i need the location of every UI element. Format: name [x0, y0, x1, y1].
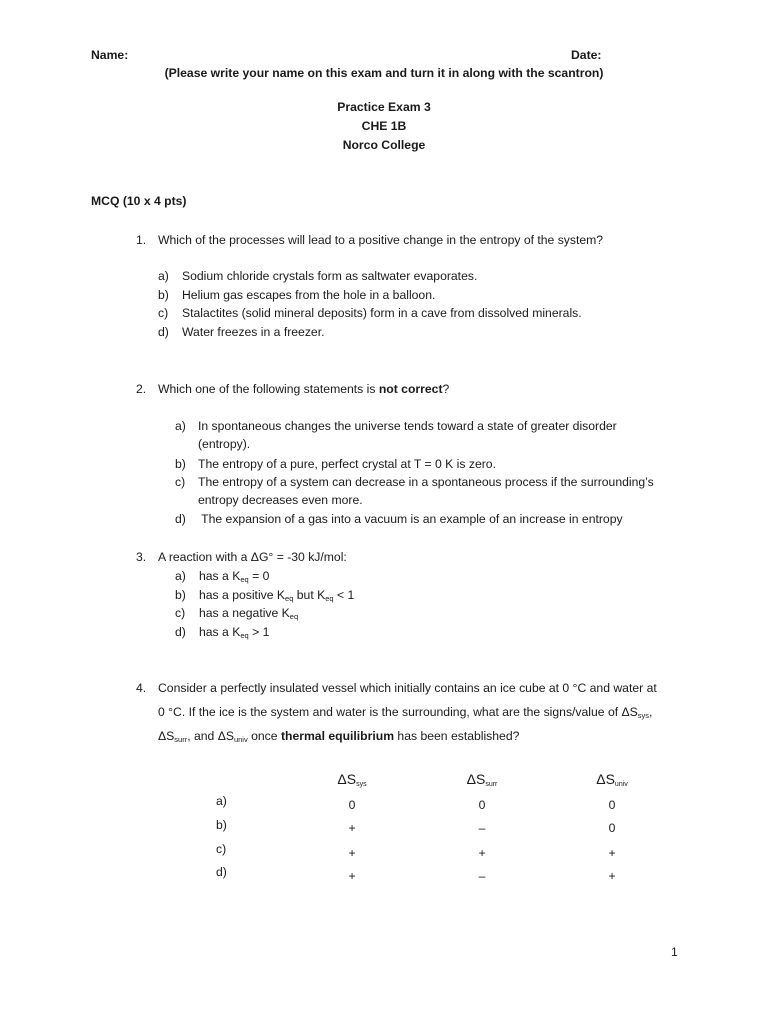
option-line: entropy decreases even more. [198, 493, 363, 508]
table-cell: – [478, 869, 486, 883]
table-cell: + [348, 869, 356, 883]
option-text: Helium gas escapes from the hole in a balloon. [182, 288, 436, 302]
question-text-line [158, 705, 652, 719]
subscript: surr [174, 735, 188, 744]
table-cell: + [608, 869, 616, 883]
question-text: A reaction with a ΔG° = -30 kJ/mol: [158, 550, 347, 564]
subscript: eq [285, 594, 294, 603]
option-text: The entropy of a pure, perfect crystal at T = 0 K is zero. [198, 457, 496, 471]
subscript: univ [614, 781, 628, 788]
option-label: a) [158, 269, 169, 283]
table-cell: + [348, 821, 356, 835]
option-line: In spontaneous changes the universe tends toward a state of greater disorder [198, 419, 617, 433]
option [158, 288, 435, 302]
option-label: d) [175, 512, 186, 526]
subscript: sys [356, 781, 367, 788]
question-text-part: once [247, 729, 281, 743]
option [175, 606, 298, 620]
option-text [198, 417, 678, 454]
option-label: c) [175, 606, 186, 620]
option [175, 625, 269, 639]
table-cell: 0 [478, 798, 486, 812]
question-text-part: ? [442, 382, 450, 396]
table-cell: 0 [608, 798, 616, 812]
header-symbol: ΔS [337, 771, 357, 787]
date-label: Date: [571, 48, 602, 62]
option-label: b) [175, 457, 186, 471]
option-label: a) [175, 419, 186, 433]
question-text-line [158, 729, 519, 743]
option [158, 269, 477, 283]
subscript: sys [637, 711, 650, 720]
course-code: CHE 1B [361, 119, 407, 133]
table-header [332, 771, 372, 787]
row-label: b) [216, 818, 227, 832]
row-label: a) [216, 794, 227, 808]
header-symbol: ΔS [466, 771, 486, 787]
option-text: = 0 [248, 569, 270, 583]
option-text: Sodium chloride crystals form as saltwater evaporates. [182, 269, 478, 283]
page-number: 1 [671, 945, 678, 959]
option-line: The entropy of a system can decrease in a spontaneous process if the surrounding’s [198, 475, 654, 489]
table-header [592, 771, 632, 787]
option-label: d) [175, 625, 186, 639]
header-symbol: ΔS [596, 771, 615, 787]
exam-instruction: (Please write your name on this exam and turn it in along with the scantron) [164, 66, 604, 80]
subscript: eq [240, 575, 249, 584]
table-header [462, 771, 502, 787]
table-cell: 0 [348, 798, 356, 812]
option-line: (entropy). [198, 437, 251, 452]
subscript: eq [325, 594, 334, 603]
option [158, 306, 582, 320]
option-label: c) [175, 475, 186, 489]
option-label: b) [175, 588, 186, 602]
question-number: 4. [136, 681, 147, 695]
option-text: Stalactites (solid mineral deposits) form in a cave from dissolved minerals. [182, 306, 582, 320]
question-number: 2. [136, 382, 147, 396]
question-text-part: Which one of the following statements is [158, 382, 379, 396]
question-text: Which of the processes will lead to a positive change in the entropy of the system? [158, 233, 604, 247]
subscript: eq [289, 612, 299, 621]
option-label: a) [175, 569, 186, 583]
option-label: b) [158, 288, 169, 302]
subscript: univ [233, 735, 248, 744]
table-cell: + [608, 846, 616, 860]
college-name: Norco College [342, 138, 426, 152]
option [175, 588, 354, 602]
table-cell: – [478, 821, 486, 835]
table-cell: + [478, 846, 486, 860]
option-text: but K [293, 588, 326, 602]
option-label: d) [158, 325, 169, 339]
option-text: has a positive K [199, 588, 286, 602]
option [158, 325, 324, 339]
option-text: has a K [199, 569, 241, 583]
question-emphasis: thermal equilibrium [280, 729, 395, 743]
question-text-line: Consider a perfectly insulated vessel which initially contains an ice cube at 0 °C and water at [158, 681, 657, 695]
option-text: Water freezes in a freezer. [182, 325, 325, 339]
option-label: c) [158, 306, 169, 320]
table-cell: 0 [608, 821, 616, 835]
question-emphasis: not correct [378, 382, 443, 396]
option-text: has a negative K [199, 606, 290, 620]
table-cell: + [348, 846, 356, 860]
question-number: 3. [136, 550, 147, 564]
subscript: eq [240, 631, 249, 640]
name-label: Name: [91, 48, 129, 62]
option-text: < 1 [333, 588, 355, 602]
question-text [158, 382, 449, 396]
section-label: MCQ (10 x 4 pts) [91, 194, 187, 208]
exam-title: Practice Exam 3 [337, 100, 431, 114]
question-number: 1. [136, 233, 147, 247]
question-text-part: 0 °C. If the ice is the system and water is the surrounding, what are the signs/value of ΔS [158, 705, 638, 719]
row-label: c) [216, 842, 227, 856]
row-label: d) [216, 865, 227, 879]
question-text-part: has been established? [394, 729, 520, 743]
question-text-part: , and ΔS [187, 729, 234, 743]
option-text: > 1 [248, 625, 270, 639]
question-text-part: , [649, 705, 653, 719]
question-text-part: ΔS [158, 729, 175, 743]
option-text: The expansion of a gas into a vacuum is an example of an increase in entropy [198, 512, 623, 526]
option-text: has a K [199, 625, 241, 639]
option-text [198, 473, 678, 510]
subscript: surr [485, 781, 498, 788]
option [175, 569, 269, 583]
